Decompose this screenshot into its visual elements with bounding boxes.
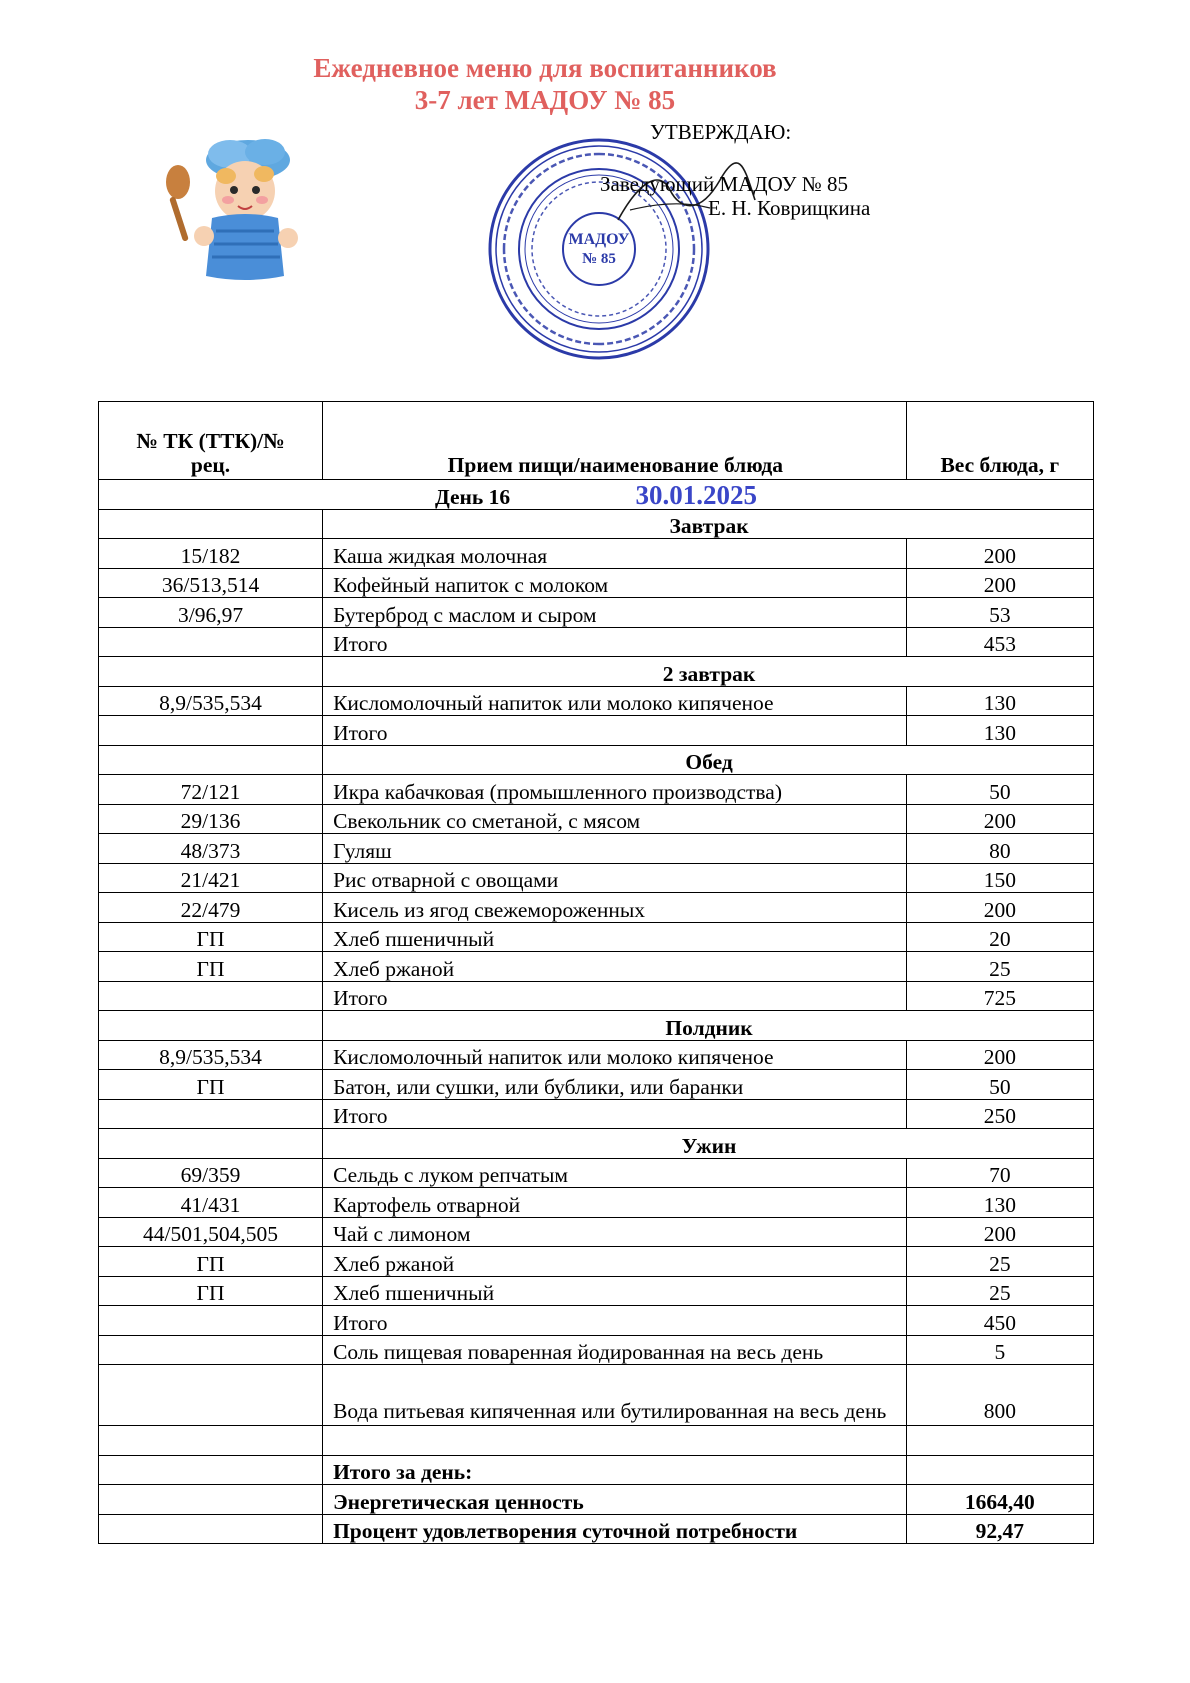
dish-weight: 25 — [906, 1247, 1093, 1277]
table-row — [99, 893, 1094, 923]
table-row — [99, 539, 1094, 569]
water-row — [99, 1365, 1094, 1426]
dish-weight: 200 — [906, 893, 1093, 923]
table-row — [99, 1040, 1094, 1070]
dish-name: Чай с лимоном — [323, 1217, 907, 1247]
section-row — [99, 745, 1094, 775]
dish-weight: 80 — [906, 834, 1093, 864]
empty-cell — [99, 1455, 323, 1485]
percent-row — [99, 1514, 1094, 1544]
subtotal-row — [99, 1099, 1094, 1129]
subtotal-row — [99, 1306, 1094, 1336]
recipe-code — [99, 1335, 323, 1365]
approval-position: Заведующий МАДОУ № 85 — [600, 172, 849, 196]
dish-name: Итого — [323, 981, 907, 1011]
dish-weight: 130 — [906, 686, 1093, 716]
recipe-code: 36/513,514 — [99, 568, 323, 598]
recipe-code: 48/373 — [99, 834, 323, 864]
day-date: 30.01.2025 — [635, 479, 758, 510]
subtotal-row — [99, 716, 1094, 746]
percent-value: 92,47 — [906, 1514, 1093, 1544]
approval-name: Е. Н. Коврищкина — [708, 196, 871, 220]
day-row — [99, 480, 1094, 510]
dish-weight: 20 — [906, 922, 1093, 952]
subtotal-row — [99, 981, 1094, 1011]
empty-row — [99, 1426, 1094, 1456]
section-row — [99, 509, 1094, 539]
stamp-inner-number: № 85 — [582, 251, 616, 267]
header-code — [99, 402, 323, 480]
section-title: 2 завтрак — [323, 657, 1094, 687]
dish-weight: 150 — [906, 863, 1093, 893]
table-row — [99, 922, 1094, 952]
subtotal-row — [99, 627, 1094, 657]
table-row — [99, 863, 1094, 893]
recipe-code — [99, 716, 323, 746]
dish-weight: 200 — [906, 1217, 1093, 1247]
recipe-code: ГП — [99, 952, 323, 982]
dish-name: Хлеб ржаной — [323, 1247, 907, 1277]
dish-name: Итого — [323, 627, 907, 657]
recipe-code: ГП — [99, 1070, 323, 1100]
section-row — [99, 1129, 1094, 1159]
header-code-line-1: № ТК (ТТК)/№ — [136, 429, 285, 453]
percent-label: Процент удовлетворения суточной потребности — [323, 1514, 907, 1544]
dish-name: Вода питьевая кипяченная или бутилированная на весь день — [323, 1365, 907, 1426]
section-row — [99, 657, 1094, 687]
table-row — [99, 568, 1094, 598]
section-code-cell — [99, 509, 323, 539]
recipe-code: ГП — [99, 1276, 323, 1306]
energy-row — [99, 1485, 1094, 1515]
header-weight: Вес блюда, г — [906, 402, 1093, 480]
dish-name: Соль пищевая поваренная йодированная на весь день — [323, 1335, 907, 1365]
recipe-code — [99, 627, 323, 657]
dish-name: Кофейный напиток с молоком — [323, 568, 907, 598]
section-code-cell — [99, 745, 323, 775]
dish-name: Свекольник со сметаной, с мясом — [323, 804, 907, 834]
dish-name: Хлеб пшеничный — [323, 922, 907, 952]
dish-name: Гуляш — [323, 834, 907, 864]
dish-name: Кисель из ягод свежемороженных — [323, 893, 907, 923]
dish-name: Сельдь с луком репчатым — [323, 1158, 907, 1188]
salt-row — [99, 1335, 1094, 1365]
table-row — [99, 1070, 1094, 1100]
dish-weight: 725 — [906, 981, 1093, 1011]
section-code-cell — [99, 1011, 323, 1041]
table-row — [99, 1276, 1094, 1306]
dish-name: Батон, или сушки, или бублики, или баранки — [323, 1070, 907, 1100]
recipe-code: ГП — [99, 922, 323, 952]
section-title: Завтрак — [323, 509, 1094, 539]
dish-name: Бутерброд с маслом и сыром — [323, 598, 907, 628]
section-title: Обед — [323, 745, 1094, 775]
dish-weight: 130 — [906, 1188, 1093, 1218]
dish-weight: 50 — [906, 775, 1093, 805]
dish-weight: 200 — [906, 804, 1093, 834]
dish-name: Каша жидкая молочная — [323, 539, 907, 569]
recipe-code: 8,9/535,534 — [99, 1040, 323, 1070]
title-line-2: 3-7 лет МАДОУ № 85 — [414, 85, 676, 115]
title-line-1: Ежедневное меню для воспитанников — [313, 53, 777, 83]
day-cell — [99, 480, 1094, 510]
empty-cell — [906, 1426, 1093, 1456]
table-row — [99, 834, 1094, 864]
dish-name: Кисломолочный напиток или молоко кипяченое — [323, 1040, 907, 1070]
recipe-code: 3/96,97 — [99, 598, 323, 628]
section-row — [99, 1011, 1094, 1041]
dish-weight: 450 — [906, 1306, 1093, 1336]
dish-weight: 70 — [906, 1158, 1093, 1188]
dish-name: Итого — [323, 1099, 907, 1129]
dish-weight: 25 — [906, 952, 1093, 982]
table-row — [99, 1158, 1094, 1188]
recipe-code — [99, 1365, 323, 1426]
table-header-row — [99, 402, 1094, 480]
empty-cell — [99, 1485, 323, 1515]
table-row — [99, 804, 1094, 834]
recipe-code: ГП — [99, 1247, 323, 1277]
chef-mascot-image — [150, 136, 310, 286]
dish-name: Итого — [323, 1306, 907, 1336]
day-total-row — [99, 1455, 1094, 1485]
dish-weight: 5 — [906, 1335, 1093, 1365]
dish-weight: 50 — [906, 1070, 1093, 1100]
recipe-code: 22/479 — [99, 893, 323, 923]
recipe-code — [99, 981, 323, 1011]
table-row — [99, 1217, 1094, 1247]
empty-cell — [99, 1514, 323, 1544]
recipe-code: 15/182 — [99, 539, 323, 569]
recipe-code: 69/359 — [99, 1158, 323, 1188]
dish-name: Итого — [323, 716, 907, 746]
recipe-code: 29/136 — [99, 804, 323, 834]
dish-weight: 800 — [906, 1365, 1093, 1426]
dish-name: Икра кабачковая (промышленного производства) — [323, 775, 907, 805]
dish-weight: 200 — [906, 568, 1093, 598]
menu-table — [98, 401, 1094, 1544]
empty-cell — [906, 1455, 1093, 1485]
table-row — [99, 1188, 1094, 1218]
table-row — [99, 1247, 1094, 1277]
recipe-code — [99, 1099, 323, 1129]
dish-weight: 200 — [906, 539, 1093, 569]
dish-weight: 25 — [906, 1276, 1093, 1306]
section-code-cell — [99, 1129, 323, 1159]
approval-heading: УТВЕРЖДАЮ: — [650, 120, 792, 144]
table-row — [99, 952, 1094, 982]
recipe-code: 21/421 — [99, 863, 323, 893]
recipe-code: 41/431 — [99, 1188, 323, 1218]
energy-value: 1664,40 — [906, 1485, 1093, 1515]
section-code-cell — [99, 657, 323, 687]
empty-cell — [99, 1426, 323, 1456]
day-label: День 16 — [434, 484, 511, 509]
empty-cell — [323, 1426, 907, 1456]
dish-name: Картофель отварной — [323, 1188, 907, 1218]
day-total-label: Итого за день: — [323, 1455, 907, 1485]
recipe-code — [99, 1306, 323, 1336]
dish-weight: 453 — [906, 627, 1093, 657]
dish-name: Кисломолочный напиток или молоко кипяченое — [323, 686, 907, 716]
energy-label: Энергетическая ценность — [323, 1485, 907, 1515]
recipe-code: 72/121 — [99, 775, 323, 805]
recipe-code: 44/501,504,505 — [99, 1217, 323, 1247]
table-row — [99, 686, 1094, 716]
dish-name: Хлеб пшеничный — [323, 1276, 907, 1306]
dish-weight: 200 — [906, 1040, 1093, 1070]
table-row — [99, 598, 1094, 628]
dish-weight: 250 — [906, 1099, 1093, 1129]
table-row — [99, 775, 1094, 805]
section-title: Полдник — [323, 1011, 1094, 1041]
header-code-line-2: рец. — [190, 453, 231, 477]
dish-name: Хлеб ржаной — [323, 952, 907, 982]
dish-weight: 53 — [906, 598, 1093, 628]
section-title: Ужин — [323, 1129, 1094, 1159]
recipe-code: 8,9/535,534 — [99, 686, 323, 716]
header-dish: Прием пищи/наименование блюда — [323, 402, 907, 480]
dish-name: Рис отварной с овощами — [323, 863, 907, 893]
stamp-inner-text: МАДОУ — [568, 231, 630, 248]
page-title — [250, 52, 840, 116]
dish-weight: 130 — [906, 716, 1093, 746]
